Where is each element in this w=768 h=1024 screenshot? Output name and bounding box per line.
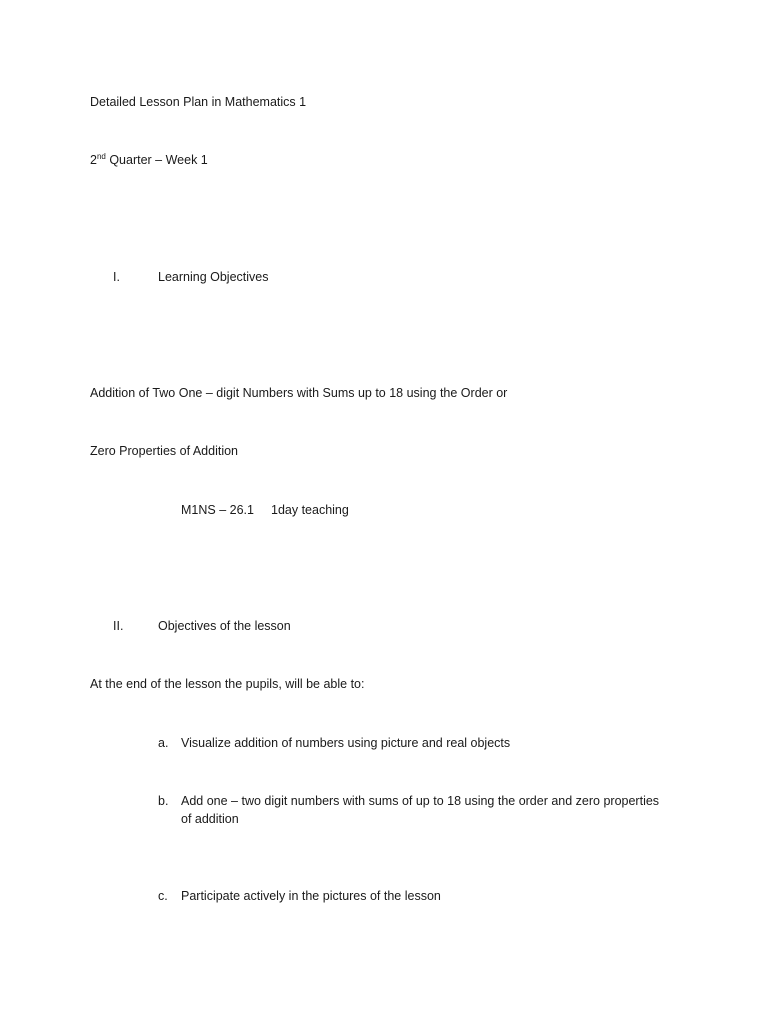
objective-a-text: Visualize addition of numbers using picture and real objects [181,736,511,750]
section-1-heading: Learning Objectives [158,270,269,284]
topic-line-1: Addition of Two One – digit Numbers with Sums up to 18 using the Order or [90,386,508,400]
competency-code: M1NS – 26.1 [181,503,254,517]
objective-a-marker: a. [158,736,169,750]
document-title: Detailed Lesson Plan in Mathematics 1 [90,95,307,109]
quarter-week-text: Quarter – Week 1 [105,153,208,167]
section-2-heading: Objectives of the lesson [158,619,291,633]
teaching-duration: 1day teaching [271,503,349,517]
section-2-numeral: II. [113,619,124,633]
section-1-numeral: I. [113,270,120,284]
quarter-number: 2 [90,153,97,167]
quarter-ordinal-suffix: nd [96,151,106,161]
quarter-week-line [90,151,208,169]
objective-b-text-line2: of addition [181,812,239,826]
topic-line-2: Zero Properties of Addition [90,444,238,458]
objective-b-text-line1: Add one – two digit numbers with sums of up to 18 using the order and zero properties [181,794,660,808]
objective-b-marker: b. [158,794,169,808]
objectives-intro: At the end of the lesson the pupils, will be able to: [90,677,365,691]
objective-c-text: Participate actively in the pictures of the lesson [181,889,441,903]
objective-c-marker: c. [158,889,168,903]
